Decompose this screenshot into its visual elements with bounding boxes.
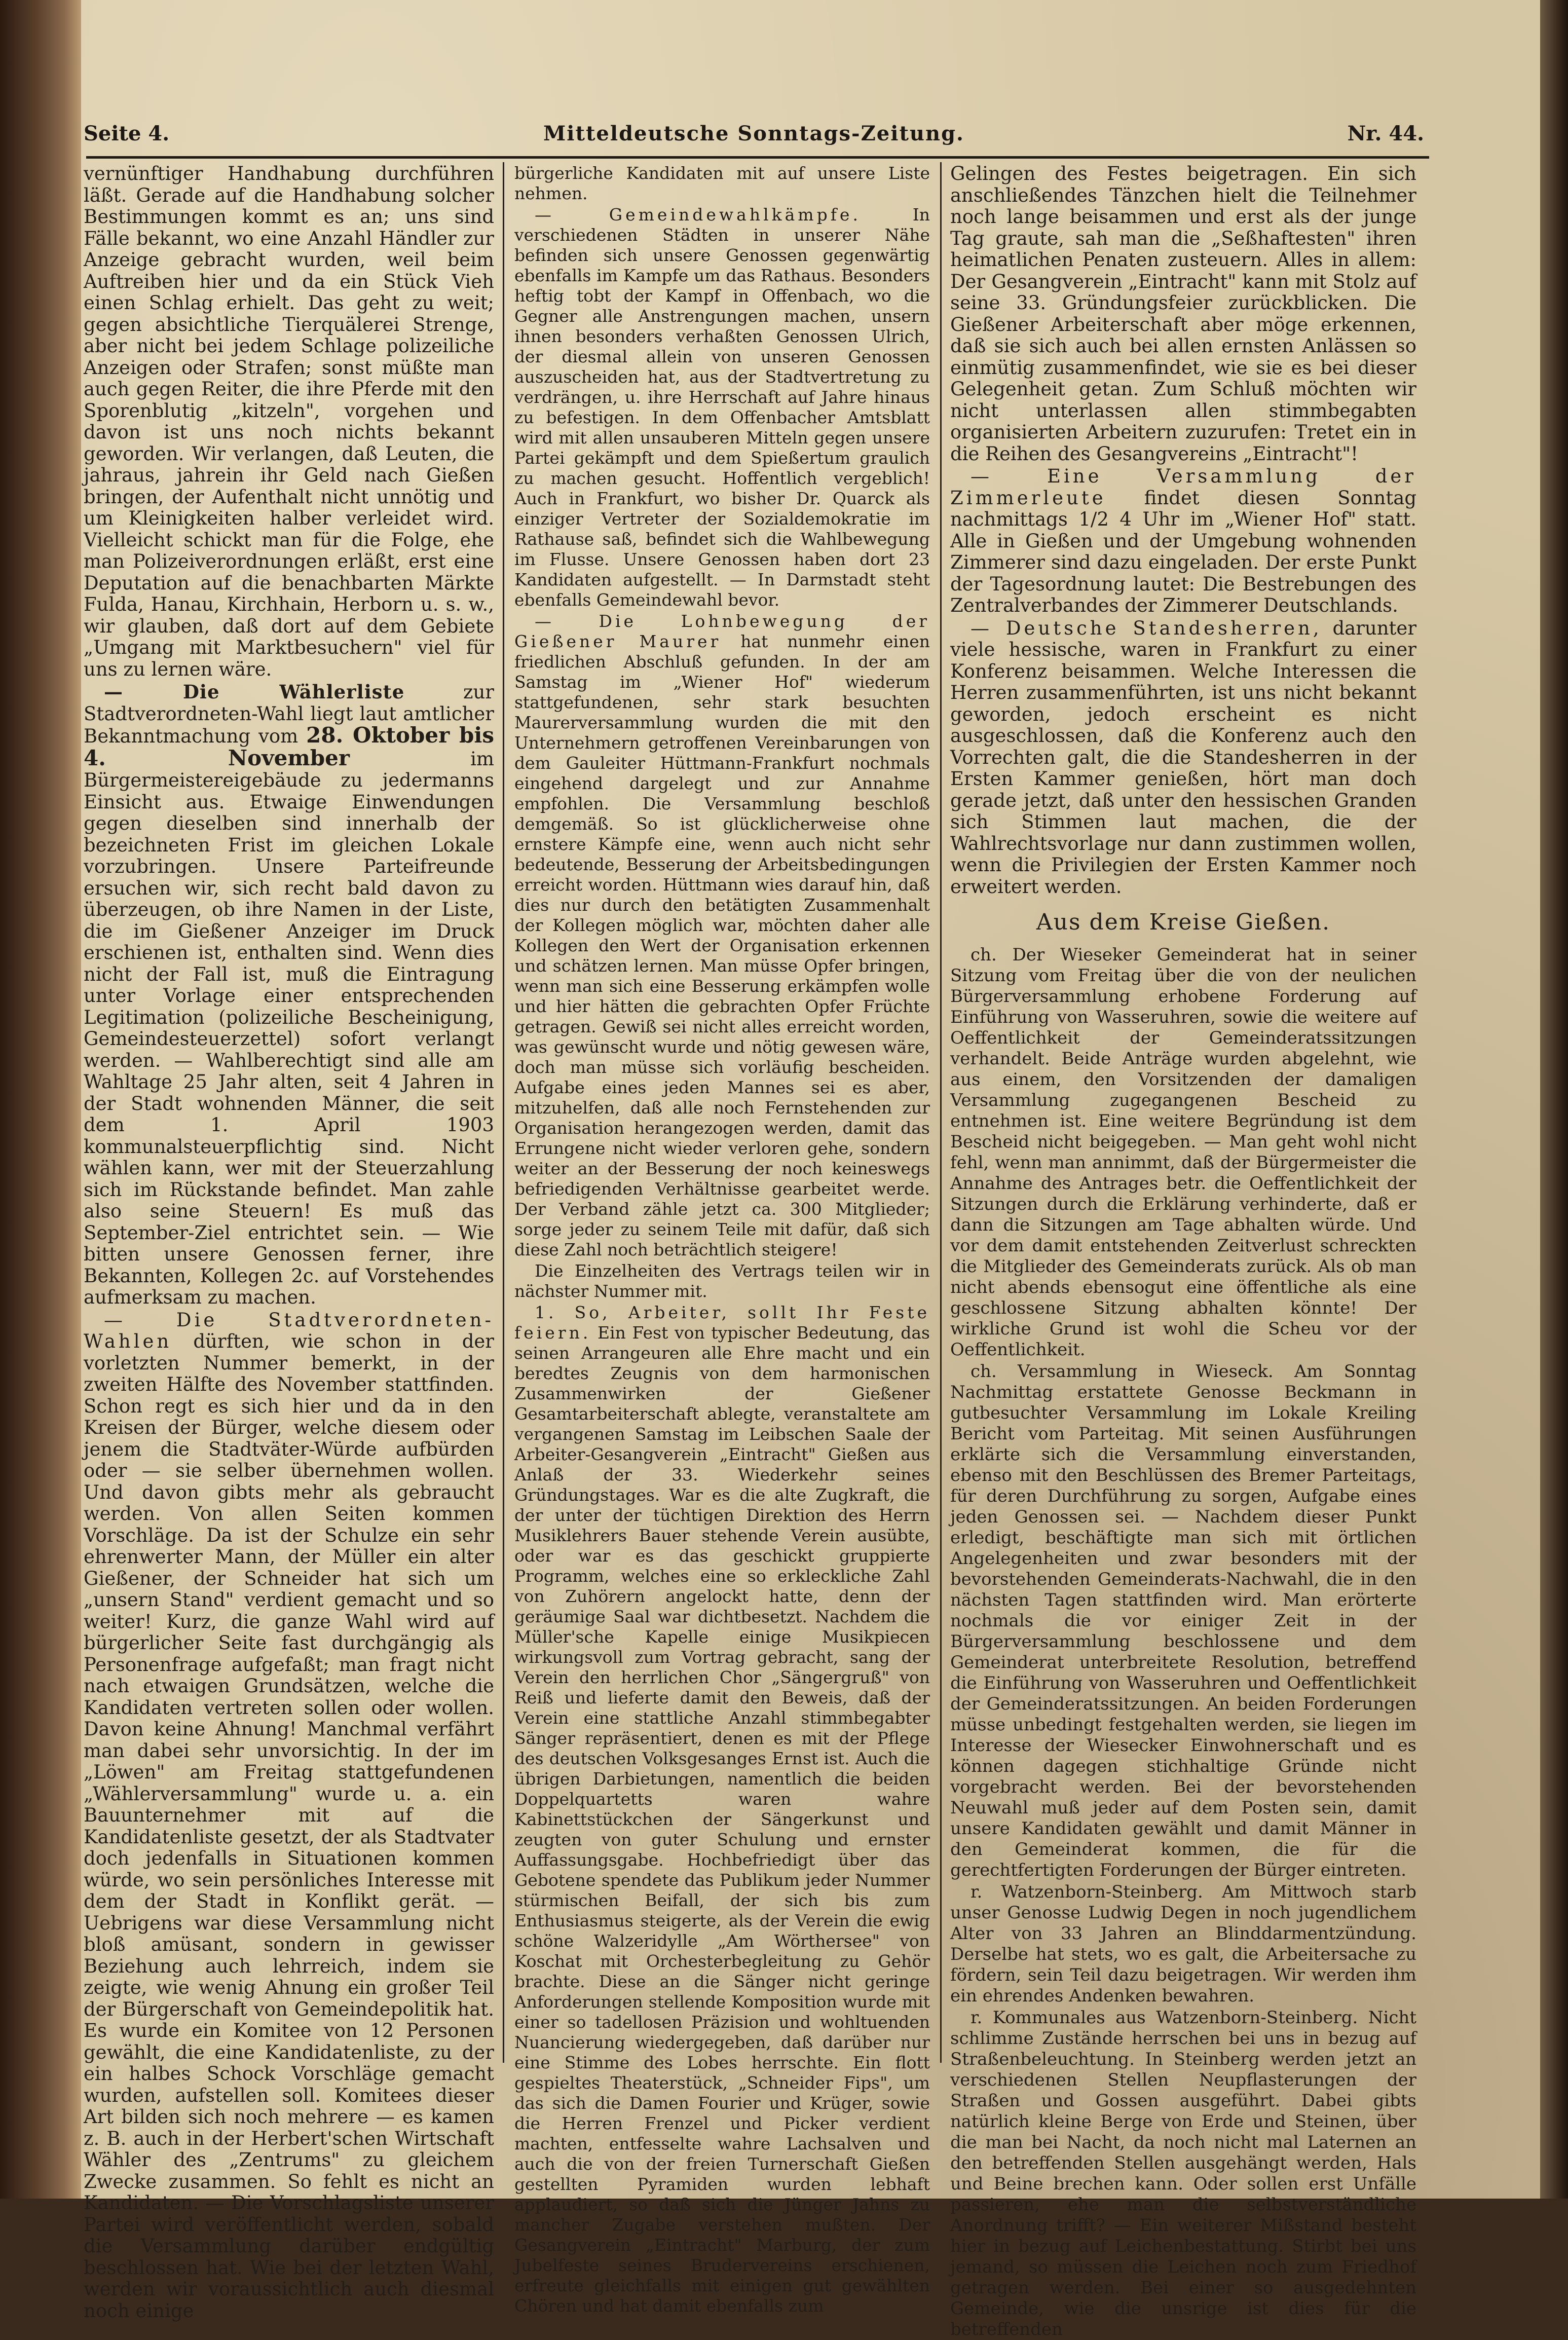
- local-news-item: ch. Der Wieseker Gemeinderat hat in seiner Sitzung vom Freitag über die von der neulichen Bürgerversammlung erhobene Forderung auf Einführung von Wasseruhren, sowie die weitere auf Oeffentlichkeit der Gemeinderatssitzungen verhandelt. Beide Anträge wurden abgelehnt, wie aus einem, den Vorsitzenden der damaligen Versammlung zugegangenen Bescheid zu entnehmen ist. Eine weitere Begründung ist dem Bescheid nicht beigegeben. — Man geht wohl nicht fehl, wenn man annimmt, daß der Bürgermeister die Annahme des Antrages betr. die Oeffentlichkeit der Sitzungen durch die Erklärung verhinderte, daß er dann die Sitzungen am Tage abhalten würde. Und vor dem damit entstehenden Zeitverlust schreckten die Mitglieder des Gemeinderats zurück. Als ob man nicht abends ebensogut eine öffentliche als eine geschlossene Sitzung abhalten könnte! Der wirkliche Grund ist wohl die Scheu vor der Oeffentlichkeit.: [950, 944, 1416, 1360]
- date-range: 28. Oktober bis 4. November: [84, 723, 494, 770]
- section-heading: Aus dem Kreise Gießen.: [1036, 909, 1331, 935]
- article-lead: — Die Stadtverordneten-Wahlen: [84, 1309, 494, 1352]
- column-rule: [940, 162, 942, 2063]
- article-text: In verschiedenen Städten in unserer Nähe befinden sich unsere Genossen gegenwärtig ebenfalls im Kampfe um das Rathaus. Besonders heftig tobt der Kampf in Offenbach, wo die Gegner alle Anstrengungen machen, unsern ihnen besonders verhaßten Genossen Ulrich, der diesmal allein von unseren Genossen auszuscheiden hat, aus der Stadtvertretung zu verdrängen, u. ihre Herrschaft auf Jahre hinaus zu befestigen. In dem Offenbacher Amtsblatt wird mit allen unsauberen Mitteln gegen unsere Partei gekämpft und dem Spießertum graulich zu machen gesucht. Hoffentlich vergeblich! Auch in Frankfurt, wo bisher Dr. Quarck als einziger Vertreter der Sozialdemokratie im Rathause saß, befindet sich die Wahlbewegung im Flusse. Unsere Genossen haben dort 23 Kandidaten aufgestellt. — In Darmstadt steht ebenfalls Gemeindewahl bevor.: [514, 205, 930, 610]
- article-paragraph: [950, 466, 1416, 617]
- column-3: [950, 163, 1417, 2339]
- article-text: darunter viele hessische, waren in Frankfurt zu einer Konferenz beisammen. Welche Interessen die Herren zusammenführten, ist uns nicht bekannt geworden, jedoch erscheint es nicht ausgeschlossen, daß die Konferenz auch den Vorrechten galt, die die Standesherren in der Ersten Kammer genießen, hört man doch gerade jetzt, daß unter den hessischen Granden sich Stimmen laut machen, die der Wahlrechtsvorlage nur dann zustimmen wollen, wenn die Privilegien der Ersten Kammer noch erweitert werden.: [950, 617, 1417, 898]
- header-rule: [86, 156, 1429, 159]
- article-paragraph: [950, 618, 1416, 898]
- article-paragraph: [514, 1303, 930, 2316]
- article-paragraph: bürgerliche Kandidaten mit auf unsere Liste nehmen.: [514, 163, 930, 203]
- article-paragraph: [84, 681, 494, 1309]
- article-lead: — Gemeindewahlkämpfe.: [535, 205, 861, 225]
- article-paragraph: Gelingen des Festes beigetragen. Ein sich anschließendes Tänzchen hielt die Teilnehmer noch lange beisammen und erst als der junge Tag graute, sah man die „Seßhaftesten" ihren heimatlichen Penaten zusteuern. Alles in allem: Der Gesangverein „Eintracht" kann mit Stolz auf seine 33. Gründungsfeier zurückblicken. Die Gießener Arbeiterschaft aber möge erkennen, daß sie sich auch bei allen ernsten Anlässen so einmütig zusammenfindet, wie sie es bei dieser Gelegenheit getan. Zum Schluß möchten wir nicht unterlassen allen stimmbegabten organisierten Arbeitern zuzurufen: Tretet ein in die Reihen des Gesangvereins „Eintracht"!: [950, 163, 1416, 465]
- issue-number: Nr. 44.: [1347, 122, 1424, 145]
- article-paragraph: vernünftiger Handhabung durchführen läßt. Gerade auf die Handhabung solcher Bestimmungen kommt es an; uns sind Fälle bekannt, wo eine Anzahl Händler zur Anzeige gebracht wurden, weil beim Auftreiben hier und da ein Stück Vieh einen Schlag erhielt. Das geht zu weit; gegen absichtliche Tierquälerei Strenge, aber nicht bei jedem Schlage polizeiliche Anzeigen oder Strafen; sonst müßte man auch gegen Reiter, die ihre Pferde mit den Sporenblutig „kitzeln", vorgehen und davon ist uns noch nichts bekannt geworden. Wir verlangen, daß Leuten, die jahraus, jahrein ihr Geld nach Gießen bringen, der Aufenthalt nicht unnötig und um Kleinigkeiten halber verleidet wird. Vielleicht schickt man für die Folge, ehe man Polizeiverordnungen erläßt, erst eine Deputation auf die benachbarten Märkte Fulda, Hanau, Kirchhain, Herborn u. s. w., wir glauben, daß dort auf dem Gebiete „Umgang mit Marktbesuchern" viel für uns zu lernen wäre.: [84, 163, 494, 680]
- book-binding: [0, 0, 81, 2199]
- article-paragraph: [514, 611, 930, 1260]
- local-news-item: ch. Versammlung in Wieseck. Am Sonntag Nachmittag erstattete Genosse Beckmann in gutbesuchter Versammlung im Lokale Kreiling Bericht vom Parteitag. Mit seinen Ausführungen erklärte sich die Versammlung einverstanden, ebenso mit den Beschlüssen des Bremer Parteitags, für deren Durchführung zu sorgen, Aufgabe eines jeden Genossen sei. — Nachdem dieser Punkt erledigt, beschäftigte man sich mit örtlichen Angelegenheiten und zwar besonders mit der bevorstehenden Gemeinderats-Nachwahl, die in den nächsten Tagen stattfinden wird. Man erörterte nochmals die vor einiger Zeit in der Bürgerversammlung beschlossene und dem Gemeinderat unterbreitete Resolution, betreffend die Einführung von Wasseruhren und Oeffentlichkeit der Gemeinderatssitzungen. An beiden Forderungen müsse unbedingt festgehalten werden, sie liegen im Interesse der Wiesecker Einwohnerschaft und es können dagegen stichhaltige Gründe nicht vorgebracht werden. Bei der bevorstehenden Neuwahl muß jeder auf dem Posten sein, damit unsere Kandidaten gewählt und damit Männer in den Gemeinderat kommen, die für die gerechtfertigten Forderungen der Bürger eintreten.: [950, 1361, 1416, 1880]
- page-header: [79, 117, 1429, 152]
- column-2: [514, 163, 930, 2316]
- local-news-item: r. Watzenborn-Steinberg. Am Mittwoch starb unser Genosse Ludwig Degen in noch jugendlichem Alter von 33 Jahren an Blinddarmentzündung. Derselbe hat stets, wo es galt, die Arbeitersache zu fördern, sein Teil dazu beigetragen. Wir werden ihm ein ehrendes Andenken bewahren.: [950, 1881, 1416, 2006]
- article-text: im Bürgermeistereigebäude zu jedermanns Einsicht aus. Etwaige Einwendungen gegen dieselben sind innerhalb der bezeichneten Frist im gleichen Lokale vorzubringen. Unsere Parteifreunde ersuchen wir, sich recht bald davon zu überzeugen, ob ihre Namen in der Liste, die im Gießener Anzeiger im Druck erschienen ist, enthalten sind. Wenn dies nicht der Fall ist, muß die Eintragung unter Vorlage einer entsprechenden Legitimation (polizeiliche Bescheinigung, Gemeindesteuerzettel) sofort verlangt werden. — Wahlberechtigt sind alle am Wahltage 25 Jahr alten, seit 4 Jahren in der Stadt wohnenden Männer, die seit dem 1. April 1903 kommunalsteuerpflichtig sind. Nicht wählen kann, wer mit der Steuerzahlung sich im Rückstande befindet. Man zahle also seine Steuern! Es muß das September-Ziel entrichtet sein. — Wie bitten unsere Genossen ferner, ihre Bekannten, Kollegen 2c. auf Vorstehendes aufmerksam zu machen.: [84, 748, 494, 1308]
- article-lead: — Deutsche Standesherren,: [970, 617, 1322, 639]
- column-1: [84, 163, 494, 2322]
- article-text: findet diesen Sonntag nachmittags 1/2 4 Uhr im „Wiener Hof" statt. Alle in Gießen und der Umgebung wohnenden Zimmerer sind dazu eingeladen. Der erste Punkt der Tagesordnung lautet: Die Bestrebungen des Zentralverbandes der Zimmerer Deutschlands.: [950, 487, 1416, 616]
- adjacent-page-edge: [1540, 0, 1568, 2199]
- article-paragraph: [84, 1310, 494, 2322]
- article-lead: 1. So, Arbeiter, sollt Ihr Feste feiern.: [514, 1303, 930, 1343]
- article-lead: — Eine Versammlung der Zimmerleute: [950, 465, 1416, 509]
- article-text: Ein Fest von typischer Bedeutung, das seinen Arrangeuren alle Ehre macht und ein beredtes Zeugnis von dem harmonischen Zusammenwirken der Gießener Gesamtarbeiterschaft ablegte, veranstaltete am vergangenen Samstag im Leibschen Saale der Arbeiter-Gesangverein „Eintracht" Gießen aus Anlaß der 33. Wiederkehr seines Gründungstages. War es die alte Zugkraft, die der unter der tüchtigen Direktion des Herrn Musiklehrers Bauer stehende Verein ausübte, oder war es das geschickt gruppierte Programm, welches eine so erkleckliche Zahl von Zuhörern angelockt hatte, denn der geräumige Saal war dichtbesetzt. Nachdem die Müller'sche Kapelle einige Musikpiecen wirkungsvoll zum Vortrag gebracht, sang der Verein den herrlichen Chor „Sängergruß" von Reiß und lieferte damit den Beweis, daß der Verein eine stattliche Anzahl stimmbegabter Sänger repräsentiert, denen es mit der Pflege des deutschen Volksgesanges Ernst ist. Auch die übrigen Darbietungen, namentlich die beiden Doppelquartetts waren wahre Kabinettstückchen der Sängerkunst und zeugten von guter Schulung und ernster Auffassungsgabe. Hochbefriedigt über das Gebotene spendete das Publikum jeder Nummer stürmischen Beifall, der sich bis zum Enthusiasmus steigerte, als der Verein die ewig schöne Walzeridylle „Am Wörthersee" von Koschat mit Orchesterbegleitung zu Gehör brachte. Diese an die Sänger nicht geringe Anforderungen stellende Komposition wurde mit einer so tadellosen Präzision und wohltuenden Nuancierung wiedergegeben, daß darüber nur eine Stimme des Lobes herrschte. Ein flott gespieltes Theaterstück, „Schneider Fips", um das sich die Damen Fourier und Krüger, sowie die Herren Frenzel und Picker verdient machten, entfesselte wahre Lachsalven und auch die von der freien Turnerschaft Gießen gestellten Pyramiden wurden lebhaft applaudiert, so daß sich die Jünger Jahns zu mancher Zugabe verstehen mußten. Der Gesangverein „Eintracht" Marburg, der zum Jubelfeste seines Brudervereins erschienen, erfreute gleichfalls mit einigen gut gewählten Chören und hat damit ebenfalls zum: [514, 1323, 930, 2316]
- article-lead: — Die Wählerliste: [104, 681, 405, 703]
- article-paragraph: [514, 205, 930, 610]
- article-paragraph: Die Einzelheiten des Vertrags teilen wir in nächster Nummer mit.: [514, 1261, 930, 1301]
- column-rule: [503, 162, 504, 2063]
- article-text: hat nunmehr einen friedlichen Abschluß gefunden. In der am Samstag im „Wiener Hof" wiederum stattgefundenen, sehr stark besuchten Maurerversammlung wurden die mit den Unternehmern getroffenen Vereinbarungen von dem Gauleiter Hüttmann-Frankfurt nochmals eingehend dargelegt und zur Annahme empfohlen. Die Versammlung beschloß demgemäß. So ist glücklicherweise ohne ernstere Kämpfe eine, wenn auch nicht sehr bedeutende, Besserung der Arbeitsbedingungen erreicht worden. Hüttmann wies darauf hin, daß dies nur durch den betätigten Zusammenhalt der Kollegen möglich war, möchten daher alle Kollegen den Wert der Organisation erkennen und schätzen lernen. Man müsse Opfer bringen, wenn man sich eine Besserung erkämpfen wolle und hier hätten die gebrachten Opfer Früchte getragen. Gewiß sei nicht alles erreicht worden, was gewünscht wurde und nötig gewesen wäre, doch man müsse sich vorläufig bescheiden. Aufgabe eines jeden Mannes sei es aber, mitzuhelfen, daß alle noch Fernstehenden zur Organisation herangezogen werden, damit das Errungene nicht wieder verloren gehe, sondern weiter an der Besserung der noch keineswegs befriedigenden Verhältnisse gearbeitet werde. Der Verband zähle jetzt ca. 300 Mitglieder; sorge jeder zu seinem Teile mit dafür, daß sich diese Zahl noch beträchtlich steigere!: [514, 632, 930, 1259]
- local-news-item: r. Kommunales aus Watzenborn-Steinberg. Nicht schlimme Zustände herrschen bei uns in bezug auf Straßenbeleuchtung. In Steinberg werden jetzt an verschiedenen Stellen Neupflasterungen der Straßen und Gossen ausgeführt. Dabei gibts natürlich kleine Berge von Erde und Steinen, über die man bei Nacht, da noch nicht mal Laternen an den betreffenden Stellen ausgehängt werden, Hals und Beine brechen kann. Oder sollen erst Unfälle passieren, ehe man die selbstverständliche Anordnung trifft? — Ein weiterer Mißstand besteht hier in bezug auf Leichenbestattung. Stirbt bei uns jemand, so müssen die Leichen noch zum Friedhof getragen werden. Bei einer so ausgedehnten Gemeinde, wie die unsrige ist dies für die betreffenden: [950, 2007, 1416, 2339]
- article-text: zur Stadtverordneten-Wahl liegt laut amtlicher Bekanntmachung vom: [84, 681, 494, 747]
- newspaper-title: Mitteldeutsche Sonntags-Zeitung.: [543, 122, 964, 145]
- article-text: dürften, wie schon in der vorletzten Nummer bemerkt, in der zweiten Hälfte des November stattfinden. Schon regt es sich hier und da in den Kreisen der Bürger, welche diesem oder jenem die Stadtväter-Würde aufbürden oder — sie selber übernehmen wollen. Und davon gibts mehr als gebraucht werden. Von allen Seiten kommen Vorschläge. Da ist der Schulze ein sehr ehrenwerter Mann, der Müller ein alter Gießener, der Schneider hat sich um „unsern Stand" verdient gemacht und so weiter! Kurz, die ganze Wahl wird auf bürgerlicher Seite fast durchgängig als Personenfrage aufgefaßt; man fragt nicht nach etwaigen Grundsätzen, welche die Kandidaten vertreten sollen oder wollen. Davon keine Ahnung! Manchmal verfährt man dabei sehr unvorsichtig. In der im „Löwen" am Freitag stattgefundenen „Wählerversammlung" wurde u. a. ein Bauunternehmer mit auf die Kandidatenliste gesetzt, der als Stadtvater doch jedenfalls in Situationen kommen würde, wo sein persönliches Interesse mit dem der Stadt in Konflikt gerät. — Uebrigens war diese Versammlung nicht bloß amüsant, sondern in gewisser Beziehung auch lehrreich, indem sie zeigte, wie wenig Ahnung ein großer Teil der Bürgerschaft von Gemeindepolitik hat. Es wurde ein Komitee von 12 Personen gewählt, die eine Kandidatenliste, zu der ein halbes Schock Vorschläge gemacht wurden, aufstellen soll. Komitees dieser Art bilden sich noch mehrere — es kamen z. B. auch in der Herbert'schen Wirtschaft Wähler des „Zentrums" zu gleichem Zwecke zusammen. So fehlt es nicht an Kandidaten. — Die Vorschlagsliste unserer Partei wird veröffentlicht werden, sobald die Versammlung darüber endgültig beschlossen hat. Wie bei der letzten Wahl, werden wir voraussichtlich auch diesmal noch einige: [84, 1330, 494, 2322]
- article-lead: — Die Lohnbewegung der Gießener Maurer: [514, 611, 930, 651]
- page-number: Seite 4.: [84, 122, 170, 145]
